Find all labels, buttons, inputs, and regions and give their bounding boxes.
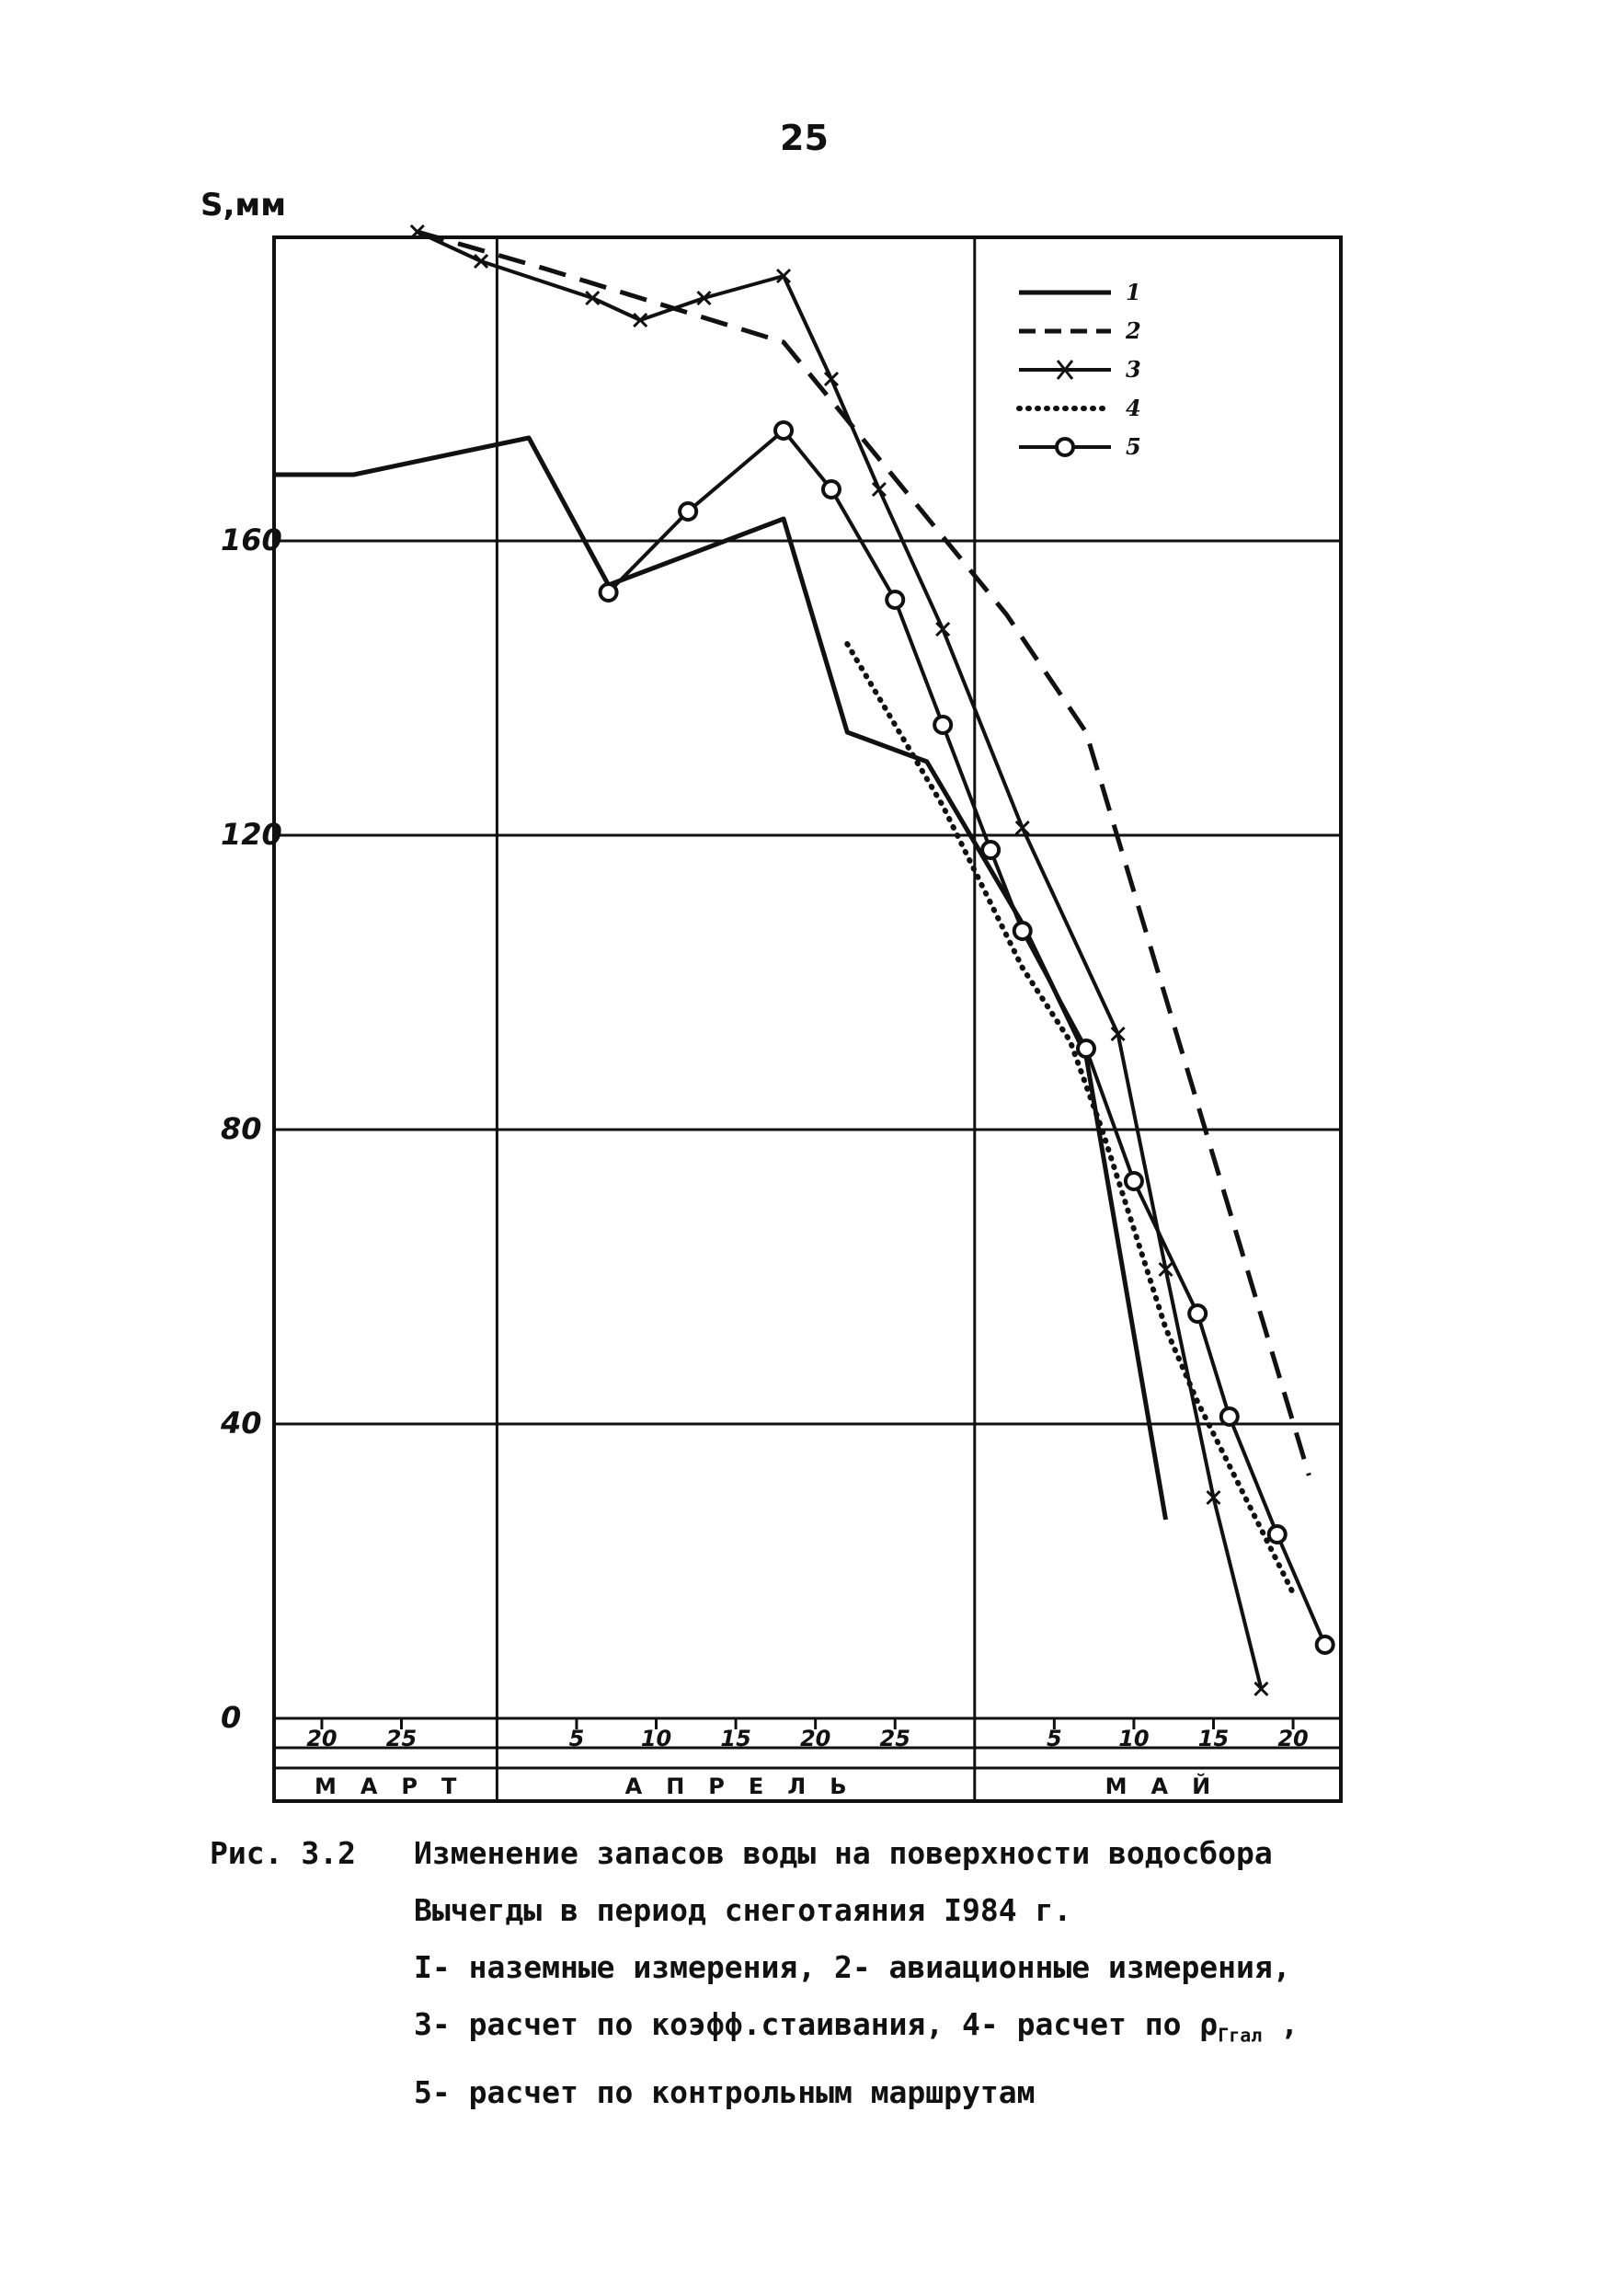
- legend-entry-4: [1019, 395, 1141, 421]
- legend: [1019, 279, 1141, 460]
- figure-caption: Рис. 3.2 Изменение запасов воды на поверхности водосбора Вычегды в период снеготаяния I984 г. I- наземные измерения, 2- авиационные измерения, 3- расчет по коэфф.стаивания, 4- расчет по $\rho_{\Gamma гал}$ , 5- расчет по контрольным маршрутам: [210, 1825, 1299, 2121]
- series-5-point-10: [1189, 1305, 1206, 1322]
- series-5-point-3: [823, 481, 840, 498]
- series-5-point-7: [1014, 923, 1031, 939]
- legend-label-3: 3: [1126, 356, 1141, 383]
- series-1-line: [274, 438, 1166, 1520]
- frame: [274, 237, 1341, 1801]
- series-5-point-8: [1078, 1040, 1094, 1057]
- series-layer: [274, 225, 1334, 1695]
- caption-title-line-2: Вычегды в период снеготаяния I984 г.: [414, 1892, 1072, 1928]
- legend-entry-5: [1019, 433, 1141, 460]
- y-tick-label-160: 160: [221, 522, 282, 557]
- legend-label-1: 1: [1126, 279, 1141, 305]
- caption-legend-line-1: I- наземные измерения, 2- авиационные измерения,: [414, 1949, 1291, 1985]
- x-tick-label-2: 5: [568, 1726, 585, 1751]
- series-5-point-4: [887, 591, 903, 608]
- series-5-point-9: [1126, 1173, 1142, 1189]
- caption-legend-line-2: 3- расчет по коэфф.стаивания, 4- расчет по ρ: [414, 2006, 1219, 2042]
- month-label-0: МАРТ: [314, 1774, 481, 1799]
- caption-title-line-1: Изменение запасов воды на поверхности водосбора: [414, 1835, 1273, 1871]
- series-5-point-0: [601, 584, 617, 601]
- series-5-point-11: [1221, 1408, 1238, 1425]
- month-label-2: МАЙ: [1105, 1774, 1235, 1799]
- series-5-point-13: [1317, 1636, 1334, 1653]
- legend-label-5: 5: [1126, 433, 1141, 460]
- x-tick-label-8: 10: [1118, 1726, 1150, 1751]
- legend-entry-1: [1019, 279, 1141, 305]
- x-tick-label-7: 5: [1047, 1726, 1062, 1751]
- x-tick-label-10: 20: [1277, 1726, 1309, 1751]
- legend-label-4: 4: [1126, 395, 1141, 421]
- x-tick-label-6: 25: [879, 1726, 910, 1751]
- x-tick-label-9: 15: [1197, 1726, 1230, 1751]
- month-label-1: АПРЕЛЬ: [624, 1774, 871, 1799]
- x-tick-label-5: 20: [799, 1726, 831, 1751]
- series-5-line: [609, 430, 1325, 1645]
- series-5-point-12: [1269, 1526, 1286, 1543]
- figure-number: Рис. 3.2: [210, 1835, 356, 1871]
- series-4-line: [847, 644, 1293, 1593]
- series-2: [418, 232, 1310, 1475]
- page-number: 25: [780, 118, 829, 158]
- x-tick-label-1: 25: [385, 1726, 418, 1751]
- series-5-point-1: [680, 503, 696, 520]
- legend-entry-3: [1019, 356, 1141, 383]
- legend-label-2: 2: [1126, 317, 1141, 344]
- series-5: [601, 422, 1334, 1653]
- x-tick-label-4: 15: [720, 1726, 751, 1751]
- grid: [274, 237, 1341, 1801]
- series-4: [847, 644, 1293, 1593]
- x-tick-label-3: 10: [640, 1726, 672, 1751]
- legend-marker-5: [1057, 439, 1073, 455]
- y-tick-label-0: 0: [221, 1700, 242, 1735]
- legend-entry-2: [1019, 317, 1141, 344]
- month-labels: [315, 1773, 1234, 1799]
- series-1: [274, 438, 1166, 1520]
- y-tick-label-40: 40: [221, 1406, 262, 1441]
- caption-legend-line-3: 5- расчет по контрольным маршрутам: [414, 2073, 1036, 2110]
- plot-frame: [274, 237, 1341, 1801]
- series-5-point-2: [775, 422, 792, 439]
- y-tick-label-80: 80: [221, 1111, 262, 1146]
- series-2-line: [418, 232, 1310, 1475]
- series-5-point-6: [982, 842, 999, 858]
- caption-legend-subscript: Γгал: [1218, 2024, 1263, 2047]
- series-5-point-5: [934, 717, 951, 733]
- x-tick-label-0: 20: [306, 1726, 338, 1751]
- y-axis-label: S,мм: [200, 187, 286, 224]
- y-tick-label-120: 120: [221, 817, 282, 852]
